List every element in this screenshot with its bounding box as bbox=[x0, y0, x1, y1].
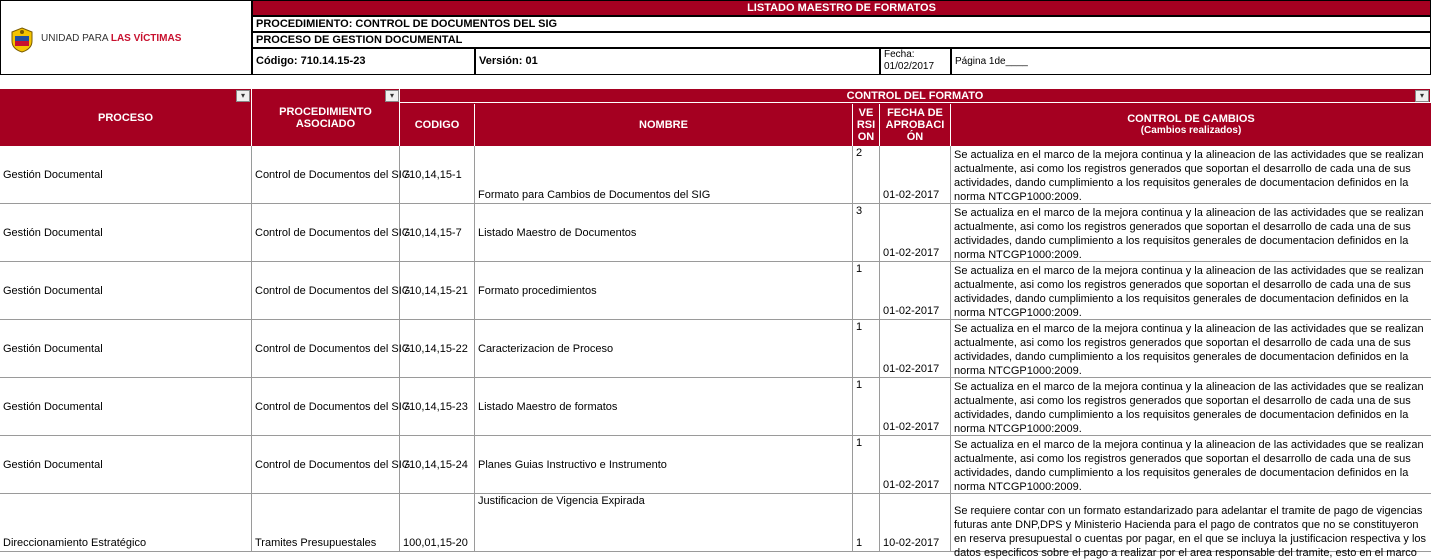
col-header-nombre bbox=[475, 104, 853, 146]
cell-nombre: Caracterizacion de Proceso bbox=[475, 320, 853, 377]
table-row bbox=[0, 378, 1431, 436]
col-header-procedimiento-line1: PROCEDIMIENTO bbox=[279, 105, 372, 118]
cell-proceso: Gestión Documental bbox=[0, 146, 252, 203]
fecha-label: Fecha: bbox=[884, 49, 915, 60]
codigo-cell: Código: 710.14.15-23 bbox=[252, 48, 475, 75]
cell-cambios: Se actualiza en el marco de la mejora continua y la alineacion de las actividades que se realizan actualmente, asi como los registros generados que soportan el desarrollo de cada una de sus actividades, dando cumplimiento a los requisitos generales de documentacion definidos en la norma NTCGP1000:2009. bbox=[954, 207, 1424, 261]
cell-version: 1 bbox=[853, 378, 880, 435]
col-header-version-line2: RSI bbox=[856, 119, 876, 131]
cell-cambios: Se requiere contar con un formato estandarizado para adelantar el tramite de pago de vigencias futuras ante DNP,DPS y Ministerio Hacienda para el pago de contratos que no se constituyeron en reserva presupuestal o cuentas por pagar, en el que se incluya la justificacion respectiva y los datos especificos sobre el pago a realizar por el area responsable del tramite, esto en el marco bbox=[954, 505, 1427, 559]
cell-codigo: 710,14,15-1 bbox=[400, 146, 475, 203]
cell-cambios: Se actualiza en el marco de la mejora continua y la alineacion de las actividades que se realizan actualmente, asi como los registros generados que soportan el desarrollo de cada una de sus actividades, dando cumplimiento a los requisitos generales de documentacion definidos en la norma NTCGP1000:2009. bbox=[954, 381, 1424, 435]
cell-proceso: Gestión Documental bbox=[0, 378, 252, 435]
logo-cell bbox=[0, 0, 252, 75]
cell-nombre: Listado Maestro de formatos bbox=[475, 378, 853, 435]
col-header-cambios bbox=[951, 104, 1431, 146]
table-header bbox=[0, 89, 1431, 146]
col-header-proceso bbox=[0, 89, 252, 146]
cell-proceso: Gestión Documental bbox=[0, 320, 252, 377]
cell-cambios: Se actualiza en el marco de la mejora continua y la alineacion de las actividades que se realizan actualmente, asi como los registros generados que soportan el desarrollo de cada una de sus actividades, dando cumplimiento a los requisitos generales de documentacion definidos en la norma NTCGP1000:2009. bbox=[954, 149, 1424, 203]
cell-proceso: Gestión Documental bbox=[0, 204, 252, 261]
pagina-cell: Página 1de____ bbox=[951, 48, 1431, 75]
col-header-procedimiento bbox=[252, 89, 400, 146]
col-header-version-line1: VE bbox=[858, 107, 874, 119]
cell-fecha: 01-02-2017 bbox=[880, 436, 951, 493]
cell-nombre: Formato procedimientos bbox=[475, 262, 853, 319]
table-row bbox=[0, 262, 1431, 320]
cell-version: 2 bbox=[853, 146, 880, 203]
procedimiento-title: PROCEDIMIENTO: CONTROL DE DOCUMENTOS DEL SIG bbox=[252, 16, 1431, 32]
table-row bbox=[0, 204, 1431, 262]
cell-procedimiento: Control de Documentos del SIG bbox=[252, 436, 400, 493]
cell-procedimiento: Tramites Presupuestales bbox=[252, 494, 400, 551]
cell-nombre: Planes Guias Instructivo e Instrumento bbox=[475, 436, 853, 493]
cell-codigo: 710,14,15-22 bbox=[400, 320, 475, 377]
col-header-fecha-line2: APROBACI bbox=[885, 119, 945, 131]
cell-fecha: 01-02-2017 bbox=[880, 146, 951, 203]
title-band: LISTADO MAESTRO DE FORMATOS bbox=[252, 0, 1431, 16]
control-formato-band bbox=[400, 89, 1431, 103]
col-header-nombre-label: NOMBRE bbox=[639, 119, 688, 131]
cell-procedimiento: Control de Documentos del SIG bbox=[252, 262, 400, 319]
col-header-codigo-label: CODIGO bbox=[414, 119, 460, 131]
cell-nombre: Formato para Cambios de Documentos del SIG bbox=[475, 146, 853, 203]
col-header-procedimiento-line2: ASOCIADO bbox=[295, 117, 356, 130]
col-header-fecha-line1: FECHA DE bbox=[887, 107, 943, 119]
cell-procedimiento: Control de Documentos del SIG bbox=[252, 204, 400, 261]
filter-proceso-button[interactable]: ▾ bbox=[236, 90, 250, 102]
col-header-version-line3: ON bbox=[857, 131, 875, 143]
cell-procedimiento: Control de Documentos del SIG bbox=[252, 320, 400, 377]
fecha-value: 01/02/2017 bbox=[884, 61, 935, 72]
cell-proceso: Gestión Documental bbox=[0, 436, 252, 493]
cell-codigo: 710,14,15-23 bbox=[400, 378, 475, 435]
table-row bbox=[0, 494, 1431, 559]
cell-fecha: 01-02-2017 bbox=[880, 204, 951, 261]
cell-cambios: Se actualiza en el marco de la mejora continua y la alineacion de las actividades que se realizan actualmente, asi como los registros generados que soportan el desarrollo de cada una de sus actividades, dando cumplimiento a los requisitos generales de documentacion definidos en la norma NTCGP1000:2009. bbox=[954, 323, 1424, 377]
col-header-codigo bbox=[400, 104, 475, 146]
cell-fecha: 01-02-2017 bbox=[880, 378, 951, 435]
filter-procedimiento-button[interactable]: ▾ bbox=[385, 90, 399, 102]
col-header-proceso-label: PROCESO bbox=[97, 111, 153, 124]
col-header-fecha-line3: ÓN bbox=[906, 131, 924, 143]
cell-version: 3 bbox=[853, 204, 880, 261]
table-row bbox=[0, 146, 1431, 204]
cell-procedimiento: Control de Documentos del SIG bbox=[252, 146, 400, 203]
table-row bbox=[0, 320, 1431, 378]
cell-version: 1 bbox=[853, 436, 880, 493]
proceso-title: PROCESO DE GESTION DOCUMENTAL bbox=[252, 32, 1431, 48]
cell-nombre: Justificacion de Vigencia Expirada bbox=[475, 494, 853, 551]
cell-cambios: Se actualiza en el marco de la mejora continua y la alineacion de las actividades que se realizan actualmente, asi como los registros generados que soportan el desarrollo de cada una de sus actividades, dando cumplimiento a los requisitos generales de documentacion definidos en la norma NTCGP1000:2009. bbox=[954, 439, 1424, 493]
cell-proceso: Direccionamiento Estratégico bbox=[0, 494, 252, 551]
fecha-cell bbox=[880, 48, 951, 75]
control-formato-label: CONTROL DEL FORMATO bbox=[846, 89, 984, 102]
cell-fecha: 01-02-2017 bbox=[880, 262, 951, 319]
cell-procedimiento: Control de Documentos del SIG bbox=[252, 378, 400, 435]
cell-fecha: 01-02-2017 bbox=[880, 320, 951, 377]
col-header-cambios-line1: CONTROL DE CAMBIOS bbox=[1127, 113, 1255, 125]
coat-of-arms-icon bbox=[9, 26, 35, 54]
col-header-fecha bbox=[880, 104, 951, 146]
logo-text-a: UNIDAD PARA bbox=[41, 33, 111, 44]
logo-text-b: LAS VÍCTIMAS bbox=[110, 33, 182, 44]
cell-version: 1 bbox=[853, 320, 880, 377]
cell-version: 1 bbox=[853, 262, 880, 319]
col-header-cambios-line2: (Cambios realizados) bbox=[1140, 125, 1242, 136]
cell-codigo: 100,01,15-20 bbox=[400, 494, 475, 551]
cell-codigo: 710,14,15-7 bbox=[400, 204, 475, 261]
cell-cambios: Se actualiza en el marco de la mejora continua y la alineacion de las actividades que se realizan actualmente, asi como los registros generados que soportan el desarrollo de cada una de sus actividades, dando cumplimiento a los requisitos generales de documentacion definidos en la norma NTCGP1000:2009. bbox=[954, 265, 1424, 319]
table-row bbox=[0, 436, 1431, 494]
col-header-version bbox=[853, 104, 880, 146]
cell-fecha: 10-02-2017 bbox=[880, 494, 951, 551]
filter-control-formato-button[interactable]: ▾ bbox=[1415, 90, 1429, 102]
cell-codigo: 710,14,15-21 bbox=[400, 262, 475, 319]
cell-version: 1 bbox=[853, 494, 880, 551]
version-cell: Versión: 01 bbox=[475, 48, 880, 75]
cell-codigo: 710,14,15-24 bbox=[400, 436, 475, 493]
logo-text bbox=[41, 33, 181, 44]
cell-proceso: Gestión Documental bbox=[0, 262, 252, 319]
cell-nombre: Listado Maestro de Documentos bbox=[475, 204, 853, 261]
